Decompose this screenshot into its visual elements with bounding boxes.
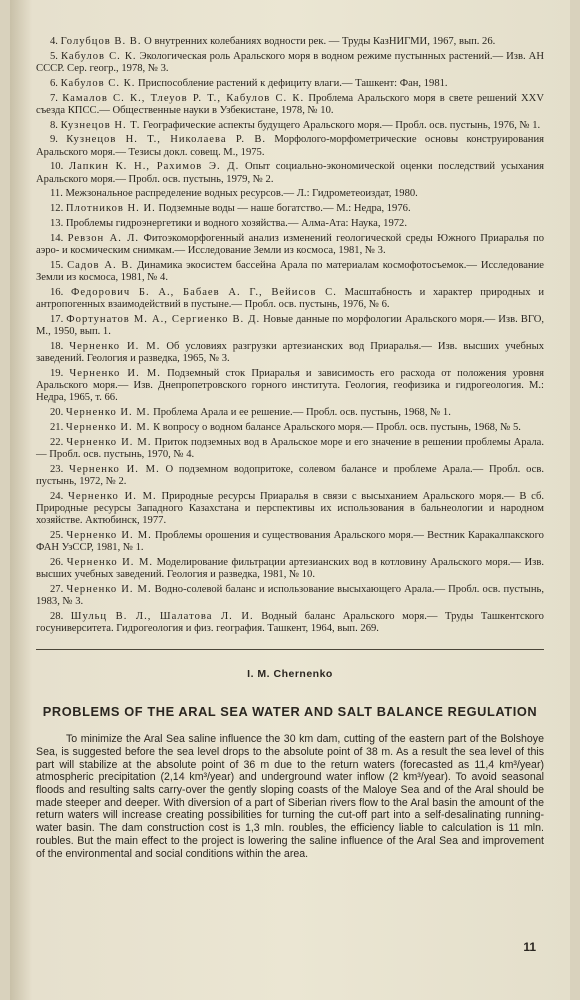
reference-item: 8. Кузнецов Н. Т. Географические аспекты будущего Аральского моря.— Пробл. осв. пустынь, 1976, № 1. <box>50 119 541 131</box>
reference-item: 10. Лапкин К. Н., Рахимов Э. Д. Опыт социально-экономической оценки последствий усыхания Аральского моря.— Пробл. осв. пустынь, 1979, № 2. <box>36 161 545 185</box>
reference-item: 7. Камалов С. К., Тлеуов Р. Т., Кабулов С. К. Проблема Аральского моря в свете решений XXV съезда КПСС.— Общественные науки в Узбекистане, 1978, № 10. <box>36 92 544 116</box>
article-author: I. M. Chernenko <box>247 668 333 681</box>
reference-item: 9. Кузнецов Н. Т., Николаева Р. В. Морфолого-морфометрические основы конструирования Аральского моря.— Тезисы докл. совещ. М., 1975. <box>36 134 544 158</box>
page-number: 11 <box>523 940 536 954</box>
reference-item: 28. Шульц В. Л., Шалатова Л. И. Водный баланс Аральского моря.— Труды Ташкентского госуниверситета. Гидрогеология и физ. география. Ташкент, 1964, вып. 269. <box>36 610 544 634</box>
reference-item: 17. Фортунатов М. А., Сергиенко В. Д. Новые данные по морфологии Аральского моря.— Изв. ВГО, М., 1950, вып. 1. <box>36 313 544 337</box>
reference-item: 20. Черненко И. М. Проблема Арала и ее решение.— Пробл. осв. пустынь, 1968, № 1. <box>50 406 451 418</box>
reference-item: 21. Черненко И. М. К вопросу о водном балансе Аральского моря.— Пробл. осв. пустынь, 1968, № 5. <box>50 421 521 433</box>
reference-item: 16. Федорович Б. А., Бабаев А. Г., Вейисов С. Масштабность и характер природных и антропогенных взаимодействий в пустыне.— Пробл. осв. пустынь, 1976, № 6. <box>36 286 544 310</box>
reference-item: 5. Кабулов С. К. Экологическая роль Аральского моря в водном режиме пустынных растений.— Изв. АН СССР. Сер. геогр., 1978, № 3. <box>36 50 544 74</box>
reference-list <box>36 36 544 635</box>
reference-item: 11. Межзональное распределение водных ресурсов.— Л.: Гидрометеоиздат, 1980. <box>50 188 418 200</box>
reference-item: 6. Кабулов С. К. Приспособление растений к дефициту влаги.— Ташкент: Фан, 1981. <box>50 77 448 89</box>
reference-item: 18. Черненко И. М. Об условиях разгрузки артезианских вод Приаралья.— Изв. высших учебных заведений. Геология и разведка, 1965, № 3. <box>36 340 544 364</box>
article-title: PROBLEMS OF THE ARAL SEA WATER AND SALT BALANCE REGULATION <box>42 704 538 720</box>
section-divider <box>36 649 544 650</box>
reference-item: 4. Голубцов В. В. О внутренних колебаниях водности рек. — Труды КазНИГМИ, 1967, вып. 26. <box>50 36 496 47</box>
reference-item: 24. Черненко И. М. Природные ресурсы Приаралья в связи с высыханием Аральского моря.— В сб. Природные ресурсы Западного Казахстана и перспективы их использования в бальнеологии и народном хозяйстве. Актюбинск, 1977. <box>36 490 545 526</box>
reference-item: 27. Черненко И. М. Водно-солевой баланс и использование высыхающего Арала.— Пробл. осв. пустынь, 1983, № 3. <box>36 583 545 607</box>
reference-item: 26. Черненко И. М. Моделирование фильтрации артезианских вод в котловину Аральского моря.— Изв. высших учебных заведений. Геология и разведка, 1981, № 10. <box>36 556 544 580</box>
reference-item: 23. Черненко И. М. О подземном водопритоке, солевом балансе и проблеме Арала.— Пробл. осв. пустынь, 1972, № 2. <box>36 463 545 487</box>
reference-item: 12. Плотников Н. И. Подземные воды — наше богатство.— М.: Недра, 1976. <box>50 203 411 215</box>
reference-item: 14. Ревзон А. Л. Фитоэкоморфогенный анализ изменений геологической среды Южного Приаралья по аэро- и космическим снимкам.— Исследование Земли из космоса, 1981, № 3. <box>36 232 544 256</box>
article-abstract: To minimize the Aral Sea saline influence the 30 km dam, cutting of the eastern part of the Bolshoye Sea, is suggested before the sea level drops to the absolute point of 38 m. As a result the sea level of this part will stabilize at the absolute point of 36 m due to the return waters (forecasted as 11,4 km³/year) atmospheric precipitation (2,14 km³/year) and underground water inflow (2 km³/year). To avoid seasonal floods and resulting salts carry-over the gently sloping coasts of the Maloye Sea and of the Aral should be made steeper and deeper. With diversion of a part of Siberian rivers flow to the Aral basin the amount of the return waters will increase creating possibilities for turning the cut-off part into a self-desalinating running-water basin. The dam construction cost is 1,3 mln. roubles, the efficiency liable to calculation is 11 mln. roubles. But the main effect to the project is lowering the saline influence of the Aral Sea and improvement of the environmental and social conditions within the area. <box>36 733 544 860</box>
reference-item: 15. Садов А. В. Динамика экосистем бассейна Арала по материалам космофотосъемок.— Исследование Земли из космоса, 1981, № 4. <box>36 259 545 283</box>
reference-item: 19. Черненко И. М. Подземный сток Приаралья и зависимость его расхода от положения уровня Аральского моря.— Изв. Днепропетровского горного института. Геология, геофизика и гидрогеология. М.: Недра, 1965, т. 66. <box>36 367 544 404</box>
reference-item: 13. Проблемы гидроэнергетики и водного хозяйства.— Алма-Ата: Наука, 1972. <box>50 217 407 229</box>
reference-item: 25. Черненко И. М. Проблемы орошения и существования Аральского моря.— Вестник Каракалпакского ФАН УзССР, 1981, № 1. <box>36 529 544 553</box>
reference-item: 22. Черненко И. М. Приток подземных вод в Аральское море и его значение в решении проблемы Арала.— Пробл. осв. пустынь, 1970, № 4. <box>36 436 544 460</box>
document-page <box>10 0 570 1000</box>
